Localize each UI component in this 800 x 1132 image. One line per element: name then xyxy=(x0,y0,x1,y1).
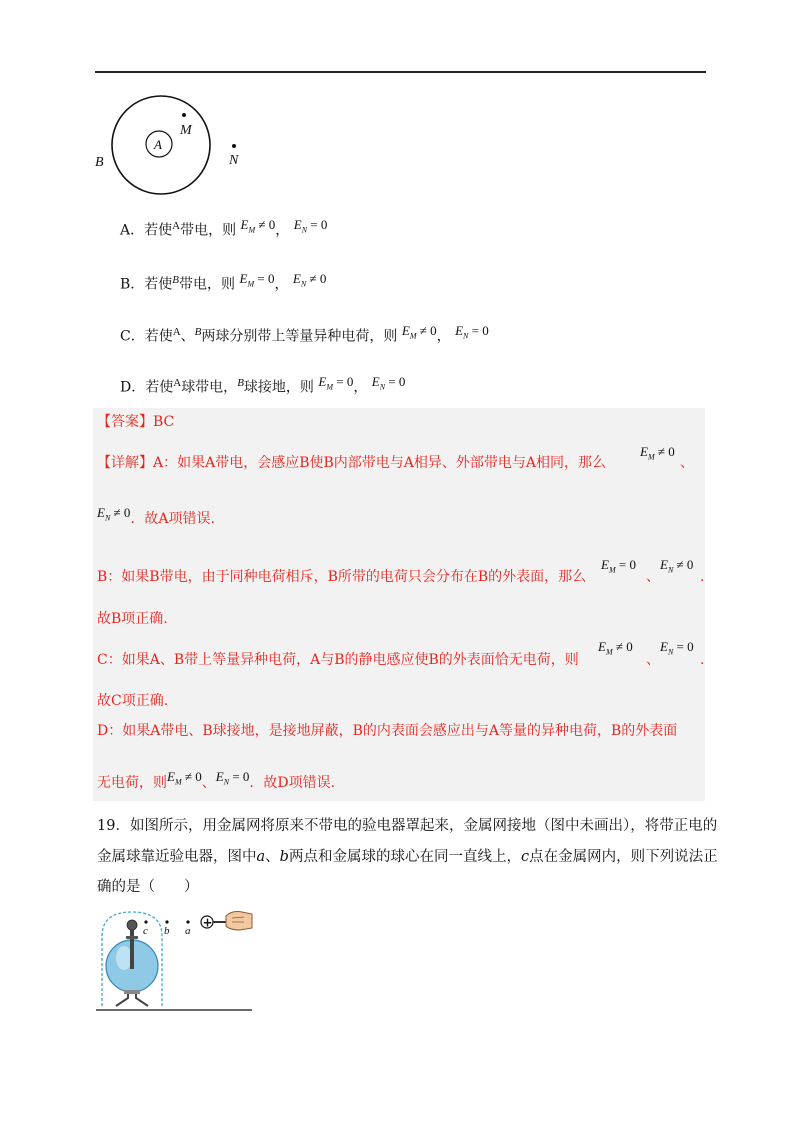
label-b-2: b xyxy=(164,925,170,937)
plus-sign: + xyxy=(202,915,213,930)
detail-a-sep: 、 xyxy=(680,455,694,471)
electroscope-stand xyxy=(116,992,148,1006)
detail-d-line1: D：如果A带电、B球接地，是接地屏蔽，B的内表面会感应出与A等量的异种电荷，B的外表面 xyxy=(97,723,678,739)
option-a[interactable]: A．若使$^A$带电，则 $E_M \ne 0$， $E_N = 0$ xyxy=(120,216,328,239)
label-m: M xyxy=(180,123,192,138)
question-19-line1: 19．如图所示，用金属网将原来不带电的验电器罩起来，金属网接地（图中未画出），将带正电的 xyxy=(97,818,718,834)
electroscope-knob xyxy=(127,920,137,930)
label-b: B xyxy=(95,155,104,170)
detail-b-math2: $E_N \ne 0$ xyxy=(660,557,694,575)
detail-c-end: . xyxy=(700,652,705,668)
detail-a-math1: $E_M \ne 0$ xyxy=(640,444,675,462)
detail-c-math2: $E_N = 0$ xyxy=(660,639,694,657)
point-n xyxy=(232,144,236,148)
label-a: A xyxy=(154,137,162,152)
point-b xyxy=(165,920,168,923)
detail-a-line1: 【详解】A：如果A带电，会感应B使B内部带电与A相异、外部带电与A相同，那么 xyxy=(97,455,607,471)
option-d[interactable]: D．若使$^A$球带电，$^B$球接地，则 $E_M = 0$， $E_N = 0$ xyxy=(120,373,406,396)
detail-c-line1: C：如果A、B带上等量异种电荷，A与B的静电感应使B的外表面恰无电荷，则 xyxy=(97,652,579,668)
question-19-line2: 金属球靠近验电器，图中a、b两点和金属球的球心在同一直线上，c点在金属网内，则下列说法正 xyxy=(97,849,718,865)
detail-b-end: . xyxy=(700,569,705,585)
label-n: N xyxy=(229,153,239,168)
detail-d-line2: 无电荷，则$E_M \ne 0$、$E_N = 0$．故D项错误. xyxy=(97,769,336,791)
option-b[interactable]: B．若使$^B$带电，则 $E_M = 0$， $E_N \ne 0$ xyxy=(120,270,327,293)
electroscope-diagram xyxy=(94,908,254,1012)
detail-b-line1: B：如果B带电，由于同种电荷相斥，B所带的电荷只会分布在B的外表面，那么 xyxy=(97,569,587,585)
label-c: c xyxy=(143,925,148,937)
electroscope-rod xyxy=(130,929,134,969)
detail-c-sep: 、 xyxy=(646,652,660,668)
question-19-line3: 确的是（ ） xyxy=(97,879,199,895)
hand-icon xyxy=(226,912,252,931)
answer-label: 【答案】BC xyxy=(97,414,175,430)
detail-b-line2: 故B项正确. xyxy=(97,611,168,627)
sphere-diagram xyxy=(88,90,258,200)
detail-a-line2: $E_N \ne 0$．故A项错误. xyxy=(97,505,215,527)
detail-b-math1: $E_M = 0$ xyxy=(601,557,636,575)
detail-c-math1: $E_M \ne 0$ xyxy=(598,639,633,657)
label-a-2: a xyxy=(185,925,191,937)
option-c[interactable]: C．若使$^A$、$^B$两球分别带上等量异种电荷，则 $E_M \ne 0$， $E_N = 0$ xyxy=(120,322,489,345)
point-c xyxy=(144,920,147,923)
point-m xyxy=(182,113,186,117)
header-rule xyxy=(95,71,706,73)
point-a xyxy=(186,920,189,923)
detail-c-line2: 故C项正确. xyxy=(97,693,169,709)
detail-b-sep: 、 xyxy=(646,569,660,585)
